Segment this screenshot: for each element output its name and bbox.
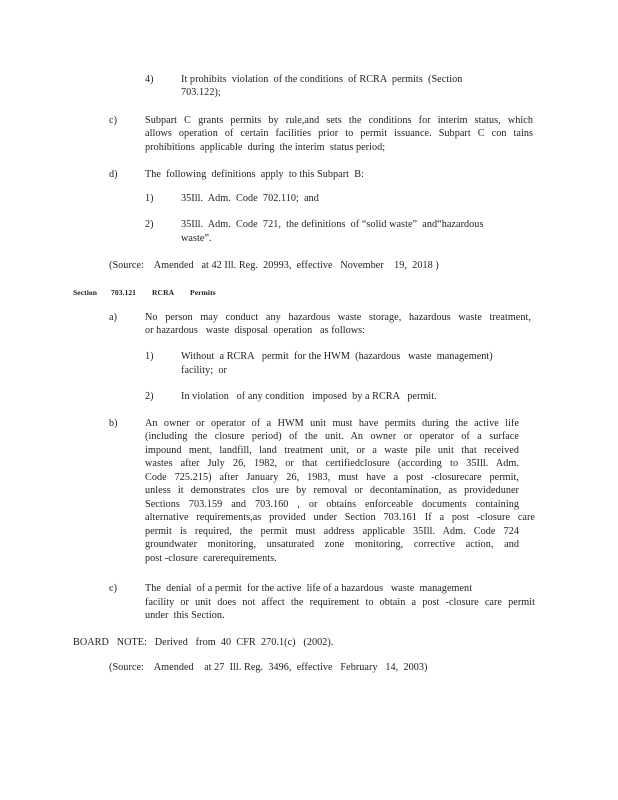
item-text-line: An owner or operator of a HWM unit must have permits during the active life	[145, 418, 519, 429]
section-title: Permits	[190, 288, 216, 297]
item-label: c)	[109, 115, 118, 126]
item-text-line: under this Section.	[145, 610, 225, 621]
item-text-line: Code 725.215) after January 26, 1983, must have a post -closurecare permit,	[145, 472, 519, 483]
item-text-line: No person may conduct any hazardous waste storage, hazardous waste treatment,	[145, 312, 531, 323]
item-label: 4)	[145, 74, 154, 85]
item-text-line: The following definitions apply to this Subpart B:	[145, 169, 364, 180]
section-title: RCRA	[152, 288, 175, 297]
item-label: 1)	[145, 193, 154, 204]
item-label: b)	[109, 418, 118, 429]
item-text-line: wastes after July 26, 1982, or that certifiedclosure (according to 35Ill. Adm.	[145, 458, 519, 469]
item-text-line: groundwater monitoring, unsaturated zone monitoring, corrective action, and	[145, 539, 519, 550]
item-label: 1)	[145, 351, 154, 362]
item-text-line: prohibitions applicable during the interim status period;	[145, 142, 386, 153]
item-text-line: Without a RCRA permit for the HWM (hazardous waste management)	[181, 351, 493, 362]
item-label: 2)	[145, 391, 154, 402]
item-text-line: 35Ill. Adm. Code 702.110; and	[181, 193, 319, 204]
item-label: d)	[109, 169, 118, 180]
item-text-line: unless it demonstrates clos ure by removal or decontamination, as provideduner	[145, 485, 519, 496]
item-label: c)	[109, 583, 118, 594]
item-text-line: 703.122);	[181, 87, 221, 98]
item-text-line: Subpart C grants permits by rule,and sets the conditions for interim status, which	[145, 115, 533, 126]
item-label: a)	[109, 312, 118, 323]
item-text-line: It prohibits violation of the conditions of RCRA permits (Section	[181, 74, 463, 85]
item-text-line: Sections 703.159 and 703.160 , or obtains enforceable documents containing	[145, 499, 519, 510]
item-text-line: In violation of any condition imposed by a RCRA permit.	[181, 391, 437, 402]
board-note: BOARD NOTE: Derived from 40 CFR 270.1(c) (2002).	[73, 637, 334, 648]
item-text-line: facility; or	[181, 365, 227, 376]
item-text-line: or hazardous waste disposal operation as follows:	[145, 325, 366, 336]
item-text-line: allows operation of certain facilities prior to permit issuance. Subpart C con tains	[145, 128, 533, 139]
item-text-line: 35Ill. Adm. Code 721, the definitions of “solid waste” and“hazardous	[181, 219, 484, 230]
source-note: (Source: Amended at 27 Ill. Reg. 3496, effective February 14, 2003)	[109, 662, 428, 673]
item-text-line: impound ment, landfill, land treatment unit, or a waste pile unit that received	[145, 445, 519, 456]
item-text-line: facility or unit does not affect the requirement to obtain a post -closure care permit	[145, 597, 535, 608]
section-word: Section	[73, 288, 97, 297]
item-text-line: The denial of a permit for the active life of a hazardous waste management	[145, 583, 473, 594]
item-text-line: alternative requirements,as provided under Section 703.161 If a post -closure care	[145, 512, 535, 523]
source-note: (Source: Amended at 42 Ill. Reg. 20993, effective November 19, 2018 )	[109, 260, 439, 271]
item-text-line: post -closure carerequirements.	[145, 553, 277, 564]
item-label: 2)	[145, 219, 154, 230]
item-text-line: waste”.	[181, 233, 212, 244]
item-text-line: (including the closure period) of the unit. An owner or operator of a surface	[145, 431, 519, 442]
section-number: 703.121	[111, 288, 137, 297]
item-text-line: permit is required, the permit must address applicable 35Ill. Adm. Code 724	[145, 526, 519, 537]
